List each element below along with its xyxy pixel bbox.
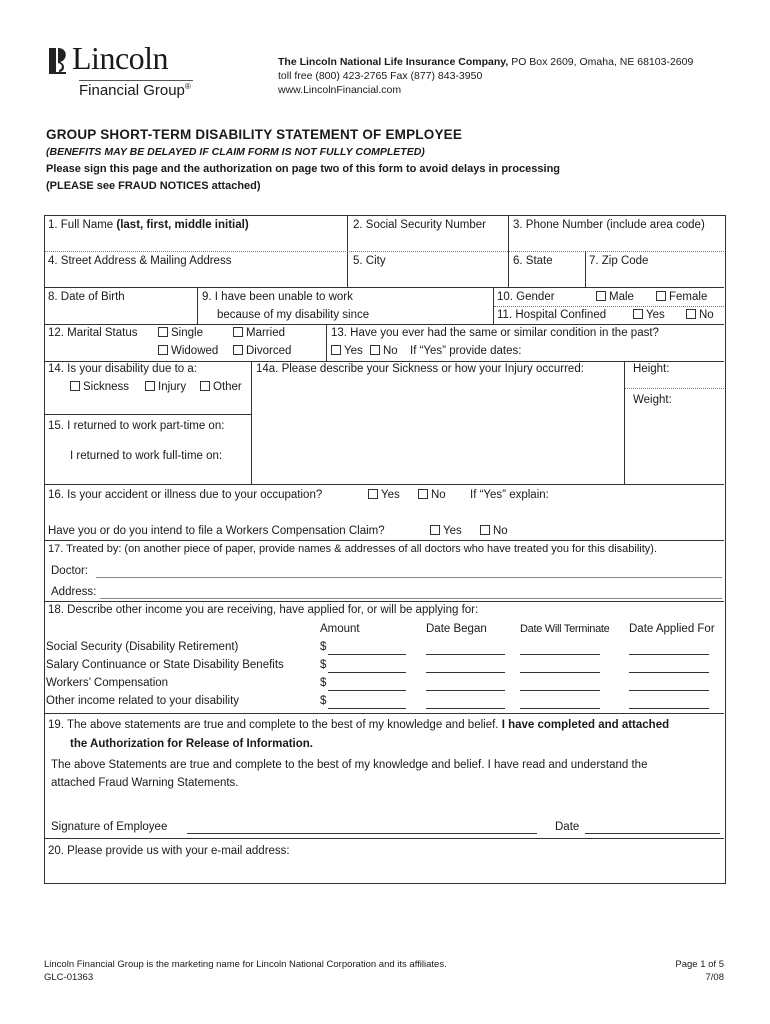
logo-divider xyxy=(79,80,193,81)
return-part-time-label: 15. I returned to work part-time on: xyxy=(48,420,225,432)
checkbox-icon xyxy=(145,381,155,391)
marital-label: 12. Marital Status xyxy=(48,327,138,339)
checkbox-icon xyxy=(233,327,243,337)
date-applied-input[interactable] xyxy=(629,690,709,691)
cause-other-checkbox[interactable] xyxy=(200,381,242,393)
full-name-label: 1. Full Name xyxy=(48,219,117,231)
similar-dates-label: If “Yes” provide dates: xyxy=(410,345,522,357)
occupation-yes-checkbox[interactable] xyxy=(368,489,400,501)
marital-married-checkbox[interactable] xyxy=(233,327,285,339)
dollar-sign: $ xyxy=(320,659,327,671)
email-label: 20. Please provide us with your e-mail address: xyxy=(48,845,290,857)
footer-page-number: Page 1 of 5 xyxy=(675,959,724,970)
cause-sickness-checkbox[interactable] xyxy=(70,381,129,393)
checkbox-icon xyxy=(418,489,428,499)
workers-comp-label: Have you or do you intend to file a Workers Compensation Claim? xyxy=(48,525,385,537)
doctor-address-label: Address: xyxy=(51,586,97,598)
date-applied-input[interactable] xyxy=(629,672,709,673)
checkbox-icon xyxy=(70,381,80,391)
footer-marketing: Lincoln Financial Group is the marketing name for Lincoln National Corporation and its affiliates. xyxy=(44,959,447,970)
company-website: www.LincolnFinancial.com xyxy=(278,84,402,96)
hospital-no-checkbox[interactable] xyxy=(686,309,714,321)
occupation-yes-text: Yes xyxy=(381,489,400,501)
cause-injury-checkbox[interactable] xyxy=(145,381,186,393)
occupation-no-checkbox[interactable] xyxy=(418,489,446,501)
income-row-label: Workers’ Compensation xyxy=(46,677,169,689)
signature-label: Signature of Employee xyxy=(51,821,168,833)
field-full-name-label xyxy=(48,219,249,231)
date-applied-input[interactable] xyxy=(629,654,709,655)
divider xyxy=(197,287,198,324)
similar-yes-checkbox[interactable] xyxy=(331,345,363,357)
dollar-sign: $ xyxy=(320,677,327,689)
other-income-label: 18. Describe other income you are receiving, have applied for, or will be applying for: xyxy=(48,604,479,616)
state-label: 6. State xyxy=(513,255,553,267)
gender-female-checkbox[interactable] xyxy=(656,291,707,303)
form-warning: (BENEFITS MAY BE DELAYED IF CLAIM FORM IS NOT FULLY COMPLETED) xyxy=(46,146,425,158)
cause-sickness-text: Sickness xyxy=(83,381,130,393)
authorization-text: the Authorization for Release of Information. xyxy=(70,738,313,750)
date-terminate-input[interactable] xyxy=(520,654,600,655)
row-divider xyxy=(45,414,252,415)
amount-input[interactable] xyxy=(328,654,406,655)
date-began-input[interactable] xyxy=(426,654,505,655)
doctor-address-input[interactable] xyxy=(100,598,722,599)
marital-divorced-text: Divorced xyxy=(246,345,292,357)
fraud-notice: (PLEASE see FRAUD NOTICES attached) xyxy=(46,180,261,192)
company-phone: toll free (800) 423-2765 Fax (877) 843-3950 xyxy=(278,70,483,82)
dob-label: 8. Date of Birth xyxy=(48,291,125,303)
treated-by-label: 17. Treated by: (on another piece of paper, provide names & addresses of all doctors who have treated you for this disability). xyxy=(48,543,658,555)
row-divider xyxy=(45,484,724,485)
marital-married-text: Married xyxy=(246,327,285,339)
dollar-sign: $ xyxy=(320,695,327,707)
hospital-yes-checkbox[interactable] xyxy=(633,309,665,321)
occupation-no-text: No xyxy=(431,489,446,501)
registered-mark: ® xyxy=(184,82,191,91)
logo-wordmark: Lincoln xyxy=(72,40,169,76)
checkbox-icon xyxy=(200,381,210,391)
attestation-plain: 19. The above statements are true and complete to the best of my knowledge and belief. xyxy=(48,719,502,731)
gender-label: 10. Gender xyxy=(497,291,555,303)
row-divider xyxy=(45,540,724,541)
company-address: PO Box 2609, Omaha, NE 68103-2609 xyxy=(511,56,694,68)
income-row-label: Social Security (Disability Retirement) xyxy=(46,641,239,653)
col-amount: Amount xyxy=(320,623,360,635)
zip-label: 7. Zip Code xyxy=(589,255,649,267)
company-address-block xyxy=(278,55,693,97)
date-began-input[interactable] xyxy=(426,690,505,691)
hospital-no-text: No xyxy=(699,309,714,321)
doctor-input[interactable] xyxy=(96,577,722,578)
row-divider xyxy=(45,251,724,252)
marital-widowed-checkbox[interactable] xyxy=(158,345,218,357)
marital-single-checkbox[interactable] xyxy=(158,327,203,339)
row-divider xyxy=(45,713,724,714)
unable-work-label-2: because of my disability since xyxy=(217,309,370,321)
workers-comp-yes-text: Yes xyxy=(443,525,462,537)
email-input[interactable] xyxy=(320,845,720,875)
statement-line-2: attached Fraud Warning Statements. xyxy=(51,777,239,789)
signature-date-input[interactable] xyxy=(585,833,720,834)
marital-divorced-checkbox[interactable] xyxy=(233,345,291,357)
hospital-label: 11. Hospital Confined xyxy=(497,309,607,321)
signature-input[interactable] xyxy=(187,833,537,834)
marital-single-text: Single xyxy=(171,327,203,339)
footer-version: 7/08 xyxy=(705,972,724,983)
ssn-label: 2. Social Security Number xyxy=(353,219,486,231)
occupation-label: 16. Is your accident or illness due to your occupation? xyxy=(48,489,323,501)
marital-widowed-text: Widowed xyxy=(171,345,219,357)
checkbox-icon xyxy=(430,525,440,535)
street-address-label: 4. Street Address & Mailing Address xyxy=(48,255,232,267)
checkbox-icon xyxy=(233,345,243,355)
date-terminate-input[interactable] xyxy=(520,672,600,673)
checkbox-icon xyxy=(158,327,168,337)
divider xyxy=(585,251,586,287)
row-divider xyxy=(625,388,724,389)
checkbox-icon xyxy=(158,345,168,355)
date-began-input[interactable] xyxy=(426,672,505,673)
attestation-bold: I have completed and attached xyxy=(501,719,670,731)
workers-comp-no-checkbox[interactable] xyxy=(480,525,508,537)
col-date-terminate: Date Will Terminate xyxy=(520,623,610,635)
row-divider xyxy=(45,361,724,362)
height-label: Height: xyxy=(633,363,670,375)
similar-condition-label: 13. Have you ever had the same or similar condition in the past? xyxy=(331,327,659,339)
date-terminate-input[interactable] xyxy=(520,690,600,691)
income-row-label: Other income related to your disability xyxy=(46,695,240,707)
col-date-applied: Date Applied For xyxy=(629,623,715,635)
describe-injury-label: 14a. Please describe your Sickness or how your Injury occurred: xyxy=(256,363,584,375)
row-divider xyxy=(45,838,724,839)
company-name: The Lincoln National Life Insurance Company, xyxy=(278,56,509,68)
hospital-yes-text: Yes xyxy=(646,309,665,321)
workers-comp-yes-checkbox[interactable] xyxy=(430,525,462,537)
amount-input[interactable] xyxy=(328,690,406,691)
similar-no-checkbox[interactable] xyxy=(370,345,398,357)
return-full-time-label: I returned to work full-time on: xyxy=(70,450,223,462)
checkbox-icon xyxy=(331,345,341,355)
city-label: 5. City xyxy=(353,255,386,267)
statement-line-1: The above Statements are true and complete to the best of my knowledge and belief. I have read and understand the xyxy=(51,759,648,771)
checkbox-icon xyxy=(633,309,643,319)
unable-work-label: 9. I have been unable to work xyxy=(202,291,353,303)
cause-other-text: Other xyxy=(213,381,242,393)
row-divider xyxy=(45,324,724,325)
checkbox-icon xyxy=(686,309,696,319)
gender-male-checkbox[interactable] xyxy=(596,291,634,303)
attestation-text xyxy=(48,719,669,731)
footer-form-id: GLC-01363 xyxy=(44,972,94,983)
row-divider xyxy=(45,601,724,602)
divider xyxy=(251,361,252,484)
workers-comp-no-text: No xyxy=(493,525,508,537)
gender-female-text: Female xyxy=(669,291,708,303)
gender-male-text: Male xyxy=(609,291,634,303)
logo-sub-text: Financial Group xyxy=(79,82,185,99)
full-name-hint: (last, first, middle initial) xyxy=(116,219,249,231)
checkbox-icon xyxy=(656,291,666,301)
date-terminate-input[interactable] xyxy=(520,708,600,709)
doctor-label: Doctor: xyxy=(51,565,89,577)
checkbox-icon xyxy=(368,489,378,499)
similar-yes-text: Yes xyxy=(344,345,363,357)
disability-cause-label: 14. Is your disability due to a: xyxy=(48,363,197,375)
similar-no-text: No xyxy=(383,345,398,357)
checkbox-icon xyxy=(596,291,606,301)
lincoln-logo-icon xyxy=(46,46,70,76)
checkbox-icon xyxy=(370,345,380,355)
col-date-began: Date Began xyxy=(426,623,487,635)
divider xyxy=(326,324,327,361)
form-title: GROUP SHORT-TERM DISABILITY STATEMENT OF EMPLOYEE xyxy=(46,127,463,142)
cause-injury-text: Injury xyxy=(158,381,187,393)
row-divider xyxy=(494,306,724,307)
income-row-label: Salary Continuance or State Disability Benefits xyxy=(46,659,284,671)
date-applied-input[interactable] xyxy=(629,708,709,709)
checkbox-icon xyxy=(480,525,490,535)
amount-input[interactable] xyxy=(328,708,406,709)
divider xyxy=(624,361,625,484)
weight-label: Weight: xyxy=(633,394,672,406)
date-label: Date xyxy=(555,821,580,833)
dollar-sign: $ xyxy=(320,641,327,653)
form-instruction: Please sign this page and the authorization on page two of this form to avoid delays in processing xyxy=(46,163,561,175)
row-divider xyxy=(45,287,724,288)
phone-label: 3. Phone Number (include area code) xyxy=(513,219,705,231)
logo-subtitle xyxy=(79,82,191,99)
occupation-explain-label: If “Yes” explain: xyxy=(470,489,549,501)
date-began-input[interactable] xyxy=(426,708,505,709)
amount-input[interactable] xyxy=(328,672,406,673)
